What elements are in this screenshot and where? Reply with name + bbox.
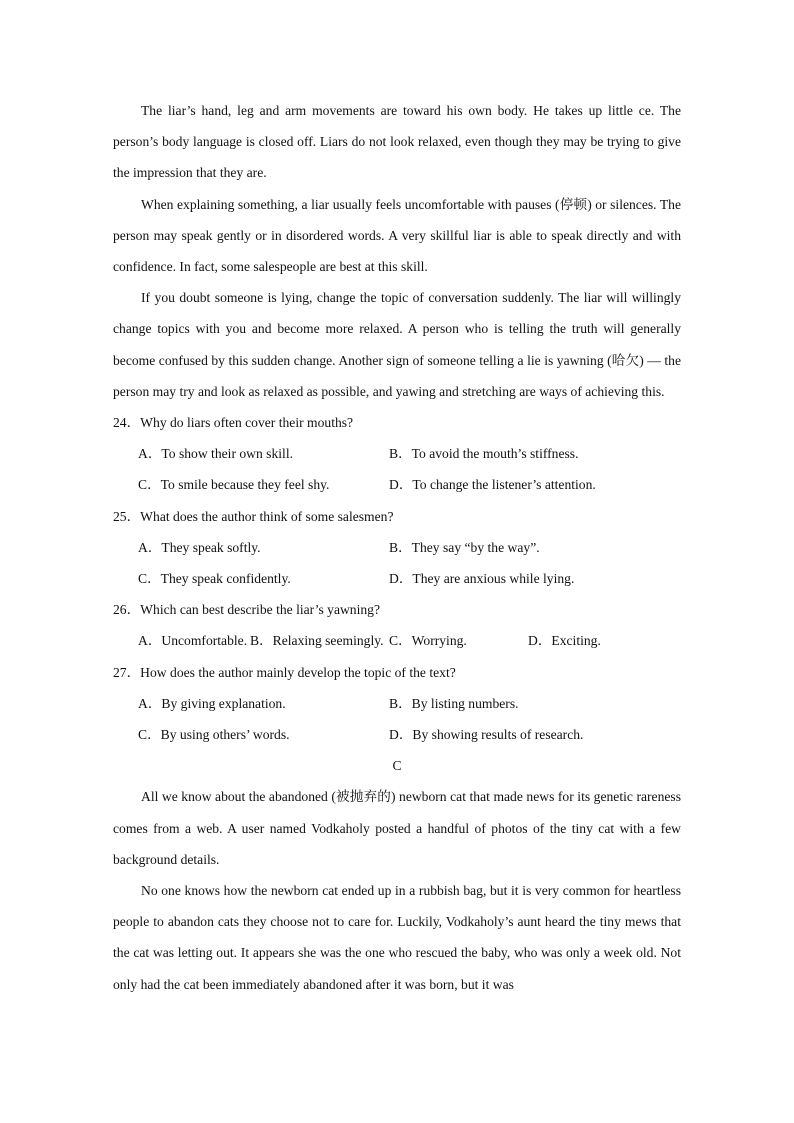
question-24-options-row-2 xyxy=(113,469,681,500)
question-24-option-c: C．To smile because they feel shy. xyxy=(138,477,330,493)
question-26-options-row xyxy=(113,625,681,656)
passage-b-paragraph-2: When explaining something, a liar usually feels uncomfortable with pauses (停顿) or silences. The person may speak gently or in disordered words. A very skillful liar is able to speak directly and with confidence. In fact, some salespeople are best at this skill. xyxy=(113,196,681,275)
question-24-option-d: D．To change the listener’s attention. xyxy=(389,477,596,493)
question-27-stem: 27．How does the author mainly develop the topic of the text? xyxy=(113,664,456,680)
question-27-options-row-2 xyxy=(113,719,681,750)
question-27-option-c: C．By using others’ words. xyxy=(138,726,290,742)
passage-b-paragraph-1: The liar’s hand, leg and arm movements are toward his own body. He takes up little ce. The person’s body language is closed off. Liars do not look relaxed, even though they may be trying to give the impression that they are. xyxy=(113,103,681,181)
question-25-option-d: D．They are anxious while lying. xyxy=(389,571,575,586)
question-24-option-b: B．To avoid the mouth’s stiffness. xyxy=(389,446,579,462)
section-heading-c: C xyxy=(392,758,402,774)
passage-b-paragraph-3: If you doubt someone is lying, change the topic of conversation suddenly. The liar will willingly change topics with you and become more relaxed. A person who is telling the truth will generally become confused by this sudden change. Another sign of someone telling a lie is yawning (哈欠) — the person may try and look as relaxed as possible, and yawing and stretching are ways of achieving this. xyxy=(113,290,681,399)
question-25-option-a: A．They speak softly. xyxy=(138,539,261,555)
question-24-stem: 24．Why do liars often cover their mouths? xyxy=(113,415,354,431)
question-25-option-c: C．They speak confidently. xyxy=(138,571,291,586)
question-27-option-d: D．By showing results of research. xyxy=(389,726,584,742)
question-26-option-c: C．Worrying. xyxy=(389,633,467,649)
question-26-option-b: B．Relaxing seemingly. xyxy=(250,633,384,649)
passage-c-paragraph-1: All we know about the abandoned (被抛弃的) newborn cat that made news for its genetic rareness comes from a web. A user named Vodkaholy posted a handful of photos of the tiny cat with a few background details. xyxy=(113,789,681,867)
question-24-options-row-1 xyxy=(113,438,681,469)
question-26-stem: 26．Which can best describe the liar’s yawning? xyxy=(113,602,381,618)
question-25-stem: 25．What does the author think of some salesmen? xyxy=(113,508,394,524)
question-25-option-b: B．They say “by the way”. xyxy=(389,539,540,555)
question-27-option-b: B．By listing numbers. xyxy=(389,695,519,711)
exam-page xyxy=(113,95,681,1000)
question-24-option-a: A．To show their own skill. xyxy=(138,446,293,462)
question-25-options-row-2 xyxy=(113,563,681,594)
question-27-options-row-1 xyxy=(113,688,681,719)
question-25-options-row-1 xyxy=(113,532,681,563)
question-27-option-a: A．By giving explanation. xyxy=(138,695,286,711)
question-26-option-d: D．Exciting. xyxy=(528,633,601,649)
question-26-option-a: A．Uncomfortable. xyxy=(138,633,248,649)
passage-c-paragraph-2: No one knows how the newborn cat ended up in a rubbish bag, but it is very common for heartless people to abandon cats they choose not to care for. Luckily, Vodkaholy’s aunt heard the tiny mews that the cat was letting out. It appears she was the one who rescued the baby, who was only a week old. Not only had the cat been immediately abandoned after it was born, but it was xyxy=(113,882,681,992)
